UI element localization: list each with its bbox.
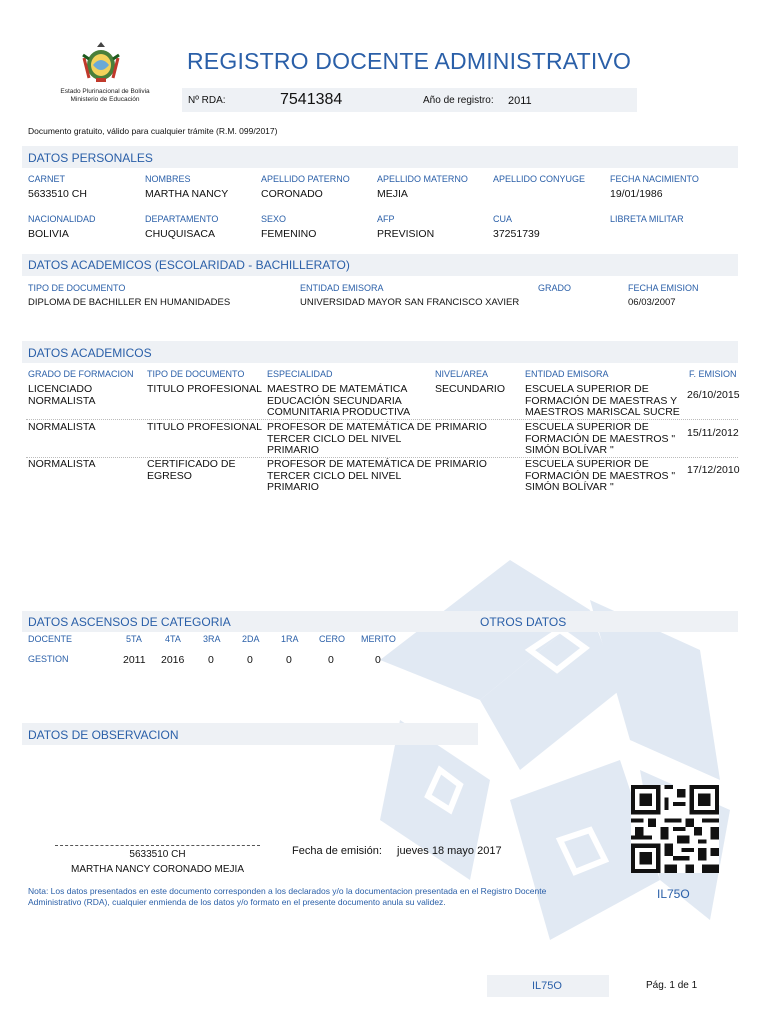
value-apellido-paterno: CORONADO	[261, 188, 323, 200]
org-line-2: Ministerio de Educación	[70, 96, 140, 103]
label-afp: AFP	[377, 214, 395, 224]
row-divider	[26, 419, 738, 420]
free-note: Documento gratuito, válido para cualquier trámite (R.M. 099/2017)	[28, 126, 278, 136]
value-cua: 37251739	[493, 228, 540, 240]
col-cero: CERO	[319, 634, 346, 644]
col-grado-formacion: GRADO DE FORMACION	[28, 369, 134, 379]
row1-entidad: ESCUELA SUPERIOR DE FORMACIÓN DE MAESTRAS Y MAESTROS MARISCAL SUCRE	[525, 383, 680, 418]
value-cero: 0	[328, 654, 334, 666]
col-5ta: 5TA	[126, 634, 142, 644]
value-fecha-nacimiento: 19/01/1986	[610, 188, 663, 200]
row3-fecha: 17/12/2010	[687, 464, 740, 476]
label-fecha-emision: FECHA EMISION	[628, 283, 699, 293]
row1-fecha: 26/10/2015	[687, 389, 740, 401]
col-merito: MERITO	[361, 634, 396, 644]
label-carnet: CARNET	[28, 174, 66, 184]
value-tipo-documento: DIPLOMA DE BACHILLER EN HUMANIDADES	[28, 297, 231, 308]
rda-bar	[182, 88, 637, 112]
rda-value: 7541384	[280, 91, 343, 108]
value-carnet: 5633510 CH	[28, 188, 87, 200]
label-gestion: GESTION	[28, 654, 69, 664]
row2-nivel: PRIMARIO	[435, 421, 487, 433]
label-tipo-documento: TIPO DE DOCUMENTO	[28, 283, 126, 293]
label-docente: DOCENTE	[28, 634, 73, 644]
label-apellido-materno: APELLIDO MATERNO	[377, 174, 468, 184]
row3-tipo: CERTIFICADO DE EGRESO	[147, 458, 236, 482]
label-nombres: NOMBRES	[145, 174, 191, 184]
qr-code-text: IL75O	[657, 887, 690, 901]
rda-label: Nº RDA:	[188, 95, 226, 106]
value-nacionalidad: BOLIVIA	[28, 228, 69, 240]
page-number: Pág. 1 de 1	[646, 980, 698, 991]
col-entidad-emisora: ENTIDAD EMISORA	[525, 369, 609, 379]
label-libreta-militar: LIBRETA MILITAR	[610, 214, 684, 224]
row3-entidad: ESCUELA SUPERIOR DE FORMACIÓN DE MAESTROS " SIMÓN BOLÍVAR "	[525, 458, 676, 493]
section-title-bachillerato: DATOS ACADEMICOS (ESCOLARIDAD - BACHILLERATO)	[28, 258, 350, 272]
row1-tipo: TITULO PROFESIONAL	[147, 383, 262, 395]
label-apellido-paterno: APELLIDO PATERNO	[261, 174, 350, 184]
value-departamento: CHUQUISACA	[145, 228, 216, 240]
col-2da: 2DA	[242, 634, 260, 644]
signature-line	[55, 845, 260, 846]
value-5ta: 2011	[123, 654, 146, 666]
row3-especialidad: PROFESOR DE MATEMÁTICA DE TERCER CICLO DEL NIVEL PRIMARIO	[267, 458, 432, 493]
col-1ra: 1RA	[281, 634, 299, 644]
value-3ra: 0	[208, 654, 214, 666]
row2-especialidad: PROFESOR DE MATEMÁTICA DE TERCER CICLO DEL NIVEL PRIMARIO	[267, 421, 432, 456]
footer-note: Nota: Los datos presentados en este documento corresponden a los declarados y/o la documentacion presentada en el Registro Docente Administrativo (RDA), cualquier enmienda de los datos y/o formato en el presente documento anula su validez.	[28, 886, 547, 907]
qr-code	[628, 785, 722, 873]
value-4ta: 2016	[161, 654, 185, 666]
label-sexo: SEXO	[261, 214, 287, 224]
col-especialidad: ESPECIALIDAD	[267, 369, 333, 379]
col-tipo-documento: TIPO DE DOCUMENTO	[147, 369, 245, 379]
value-nombres: MARTHA NANCY	[145, 188, 229, 200]
coat-of-arms-icon	[78, 40, 124, 84]
label-grado: GRADO	[538, 283, 572, 293]
row2-entidad: ESCUELA SUPERIOR DE FORMACIÓN DE MAESTROS " SIMÓN BOLÍVAR "	[525, 421, 676, 456]
value-sexo: FEMENINO	[261, 228, 317, 240]
signature-ci: 5633510 CH	[129, 849, 186, 860]
emision-label: Fecha de emisión:	[292, 845, 382, 857]
label-cua: CUA	[493, 214, 513, 224]
row2-tipo: TITULO PROFESIONAL	[147, 421, 262, 433]
row1-nivel: SECUNDARIO	[435, 383, 506, 395]
row2-grado: NORMALISTA	[28, 421, 96, 433]
row3-nivel: PRIMARIO	[435, 458, 487, 470]
col-3ra: 3RA	[203, 634, 221, 644]
value-afp: PREVISION	[377, 228, 435, 240]
col-nivel-area: NIVEL/AREA	[435, 369, 489, 379]
anio-value: 2011	[508, 95, 532, 107]
emision-value: jueves 18 mayo 2017	[397, 845, 502, 857]
section-title-otros: OTROS DATOS	[480, 615, 567, 629]
label-departamento: DEPARTAMENTO	[145, 214, 219, 224]
row1-especialidad: MAESTRO DE MATEMÁTICA EDUCACIÓN SECUNDARIA COMUNITARIA PRODUCTIVA	[267, 383, 411, 418]
bottom-code: IL75O	[532, 980, 562, 992]
section-title-observacion: DATOS DE OBSERVACION	[28, 728, 179, 742]
value-apellido-materno: MEJIA	[377, 188, 408, 200]
signature-name: MARTHA NANCY CORONADO MEJIA	[71, 864, 244, 875]
section-title-ascensos: DATOS ASCENSOS DE CATEGORIA	[28, 615, 231, 629]
label-entidad-emisora: ENTIDAD EMISORA	[300, 283, 384, 293]
org-line-1: Estado Plurinacional de Bolivia	[60, 88, 150, 95]
value-1ra: 0	[286, 654, 292, 666]
row2-fecha: 15/11/2012	[687, 427, 739, 439]
row1-grado: LICENCIADO NORMALISTA	[28, 383, 96, 407]
row3-grado: NORMALISTA	[28, 458, 96, 470]
value-fecha-emision: 06/03/2007	[628, 297, 676, 308]
value-entidad-emisora: UNIVERSIDAD MAYOR SAN FRANCISCO XAVIER	[300, 297, 520, 308]
anio-label: Año de registro:	[423, 95, 494, 106]
col-f-emision: F. EMISION	[689, 369, 737, 379]
value-merito: 0	[375, 654, 381, 666]
page-title: REGISTRO DOCENTE ADMINISTRATIVO	[187, 48, 632, 74]
label-fecha-nacimiento: FECHA NACIMIENTO	[610, 174, 699, 184]
section-title-personales: DATOS PERSONALES	[28, 151, 153, 165]
value-2da: 0	[247, 654, 253, 666]
label-nacionalidad: NACIONALIDAD	[28, 214, 96, 224]
col-4ta: 4TA	[165, 634, 181, 644]
section-title-academicos: DATOS ACADEMICOS	[28, 346, 152, 360]
label-apellido-conyuge: APELLIDO CONYUGE	[493, 174, 586, 184]
